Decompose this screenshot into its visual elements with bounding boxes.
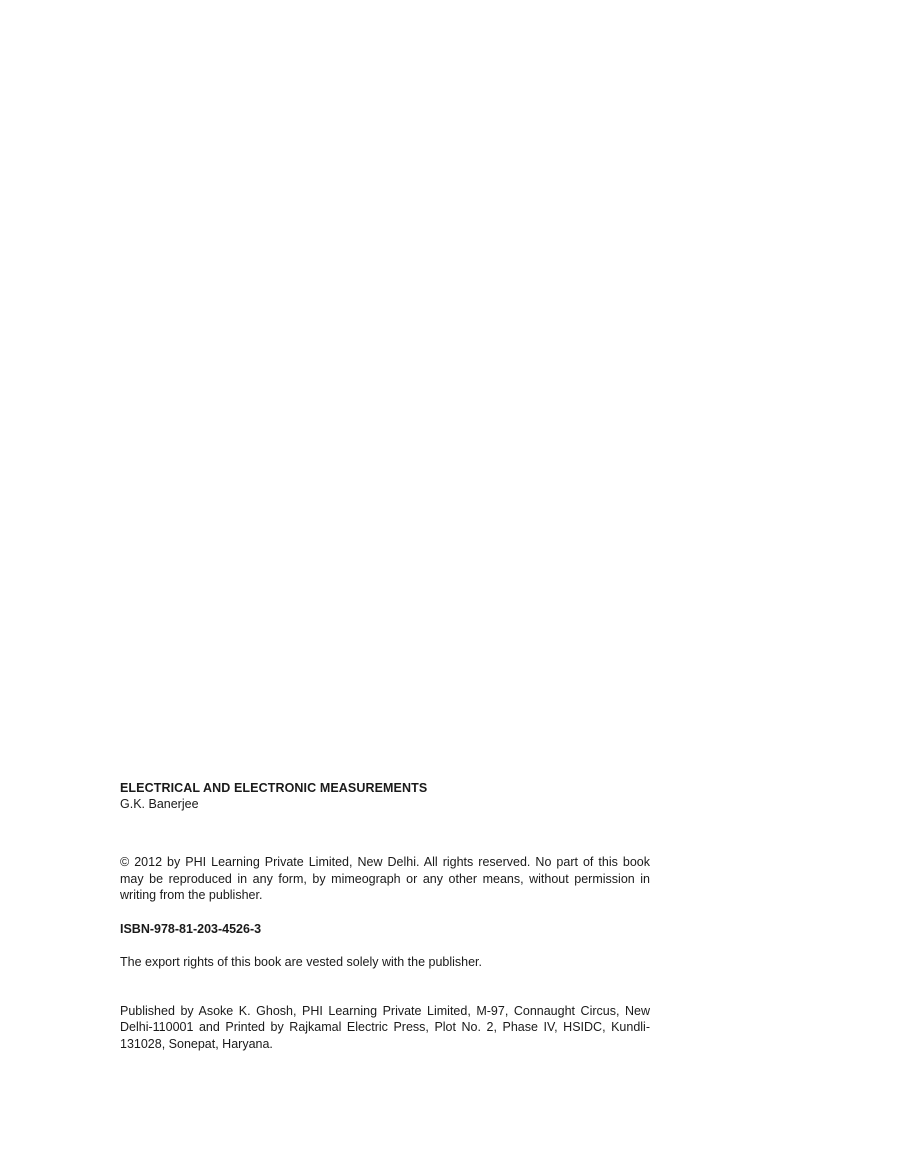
publisher-info: Published by Asoke K. Ghosh, PHI Learning Private Limited, M-97, Connaught Circus, New Delhi-110001 and Printed by Rajkamal Electric Press, Plot No. 2, Phase IV, HSIDC, Kundli-131028, Sonepat, Haryana. [120,1003,650,1051]
copyright-notice: © 2012 by PHI Learning Private Limited, New Delhi. All rights reserved. No part of this book may be reproduced in any form, by mimeograph or any other means, without permission in writing from the publisher. [120,855,650,902]
copyright-block [120,780,650,1052]
isbn: ISBN-978-81-203-4526-3 [120,921,262,936]
book-author: G.K. Banerjee [120,797,199,811]
export-rights-notice: The export rights of this book are vested solely with the publisher. [120,954,482,969]
book-title: ELECTRICAL AND ELECTRONIC MEASUREMENTS [120,781,428,795]
